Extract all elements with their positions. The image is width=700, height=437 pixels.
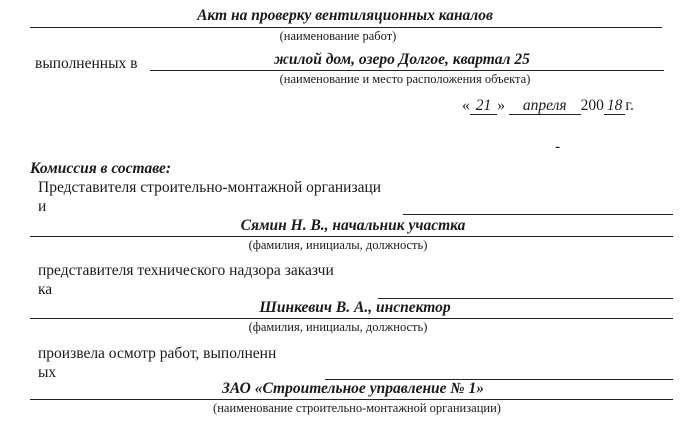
commission-heading: Комиссия в составе: — [30, 160, 172, 177]
object-value: жилой дом, озеро Долгое, квартал 25 — [274, 51, 530, 68]
contractor-rep-label: Представителя строительно-монтажной организаци — [38, 179, 382, 196]
organization-name: ЗАО «Строительное управление № 1» — [222, 380, 484, 397]
supervision-rep-label-cont: ка — [38, 281, 53, 298]
work-title: Акт на проверку вентиляционных каналов — [197, 7, 493, 24]
date-open-quote: « — [462, 97, 470, 114]
object-caption: (наименование и место расположения объекта) — [279, 72, 531, 86]
document-date — [462, 97, 634, 115]
inspection-label-cont: ых — [38, 364, 57, 381]
inspection-label: произвела осмотр работ, выполненн — [38, 345, 277, 362]
contractor-rep-label-cont: и — [38, 198, 47, 215]
date-year-unit: г. — [625, 97, 634, 114]
contractor-rep-fill-line — [403, 214, 673, 215]
contractor-rep-caption: (фамилия, инициалы, должность) — [248, 238, 428, 252]
organization-underline — [30, 399, 673, 400]
object-underline — [150, 70, 664, 71]
work-title-underline — [30, 27, 662, 28]
supervision-rep-name: Шинкевич В. А., инспектор — [259, 299, 451, 316]
organization-caption: (наименование строительно-монтажной организации) — [213, 401, 501, 415]
object-label: выполненных в — [35, 55, 138, 72]
date-day: 21 — [470, 98, 498, 115]
work-title-caption: (наименование работ) — [279, 29, 397, 43]
date-year-prefix: 200 — [580, 97, 604, 114]
supervision-rep-underline — [30, 318, 673, 319]
supervision-rep-label: представителя технического надзора заказчи — [38, 262, 334, 279]
stray-dash: - — [555, 138, 561, 155]
date-close-quote: » — [497, 97, 505, 114]
contractor-rep-name: Сямин Н. В., начальник участка — [240, 217, 466, 234]
contractor-rep-underline — [30, 236, 673, 237]
date-month: апреля — [509, 98, 581, 115]
date-year-suffix: 18 — [604, 98, 626, 115]
supervision-rep-caption: (фамилия, инициалы, должность) — [248, 320, 428, 334]
